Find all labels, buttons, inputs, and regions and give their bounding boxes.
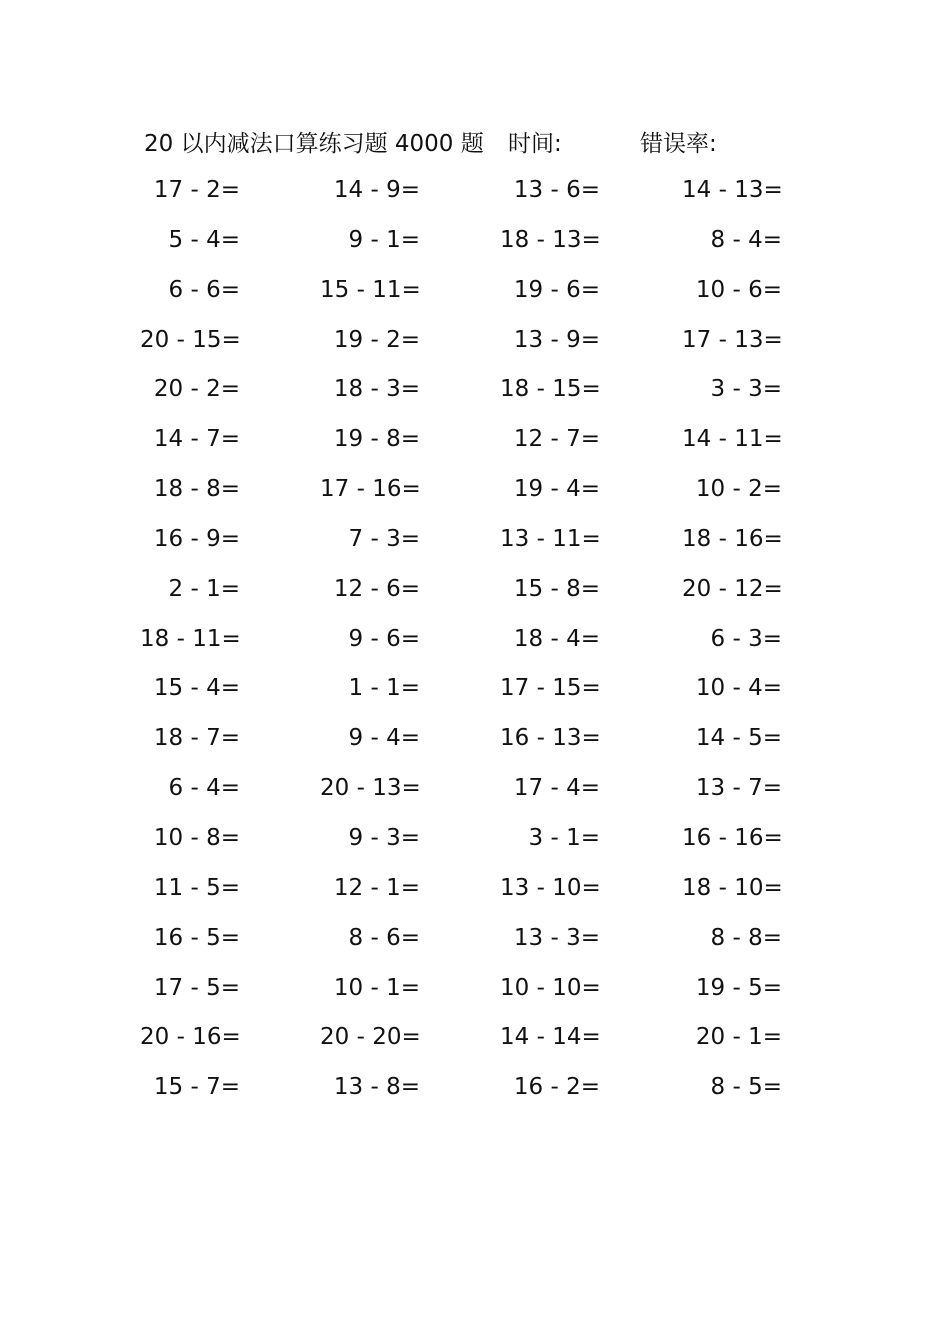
problem-item: 9 - 1= [348, 226, 420, 253]
problem-item: 16 - 13= [500, 725, 601, 752]
problem-item: 20 - 20= [320, 1024, 421, 1051]
problem-item: 8 - 4= [710, 226, 782, 253]
problem-item: 8 - 6= [348, 924, 420, 951]
problem-item: 11 - 5= [153, 874, 240, 901]
problem-item: 14 - 13= [682, 177, 783, 203]
problem-item: 15 - 4= [153, 675, 240, 702]
problem-item: 20 - 13= [320, 775, 421, 802]
problem-item: 10 - 6= [695, 276, 782, 303]
problem-item: 19 - 8= [333, 426, 420, 453]
problem-item: 18 - 10= [682, 874, 783, 901]
problem-item: 18 - 7= [153, 725, 240, 752]
problem-item: 14 - 5= [695, 725, 782, 752]
problem-row [0, 615, 950, 665]
problem-item: 17 - 15= [500, 675, 601, 702]
problem-item: 14 - 7= [153, 426, 240, 453]
problem-item: 6 - 6= [168, 276, 240, 303]
problem-item: 9 - 3= [348, 824, 420, 851]
problem-row [0, 964, 950, 1014]
problem-item: 13 - 10= [500, 874, 601, 901]
problem-item: 10 - 1= [333, 974, 420, 1001]
problem-item: 10 - 8= [153, 824, 240, 851]
problem-row [0, 266, 950, 316]
problem-item: 18 - 16= [682, 525, 783, 552]
problem-item: 16 - 5= [153, 924, 240, 951]
problem-row [0, 814, 950, 864]
problem-item: 7 - 3= [348, 525, 420, 552]
problem-item: 20 - 16= [140, 1024, 241, 1051]
problem-row [0, 1013, 950, 1063]
problem-row [0, 316, 950, 366]
problem-row [0, 664, 950, 714]
problem-item: 17 - 16= [320, 476, 421, 503]
problem-item: 6 - 3= [710, 625, 782, 652]
problem-item: 6 - 4= [168, 775, 240, 802]
problem-item: 16 - 2= [513, 1074, 600, 1101]
problem-item: 20 - 2= [153, 376, 240, 403]
problem-item: 13 - 8= [333, 1074, 420, 1101]
problem-item: 17 - 13= [682, 326, 783, 353]
problem-row [0, 465, 950, 515]
problem-item: 18 - 13= [500, 226, 601, 253]
problem-item: 17 - 2= [153, 177, 240, 203]
problem-row [0, 764, 950, 814]
problem-item: 19 - 6= [513, 276, 600, 303]
problem-item: 2 - 1= [168, 575, 240, 602]
problem-item: 18 - 15= [500, 376, 601, 403]
problem-grid [0, 166, 950, 1113]
problem-row [0, 415, 950, 465]
problem-item: 15 - 11= [320, 276, 421, 303]
problem-item: 12 - 1= [333, 874, 420, 901]
problem-item: 9 - 6= [348, 625, 420, 652]
problem-item: 16 - 16= [682, 824, 783, 851]
problem-item: 8 - 8= [710, 924, 782, 951]
problem-row [0, 166, 950, 216]
problem-item: 14 - 11= [682, 426, 783, 453]
problem-item: 16 - 9= [153, 525, 240, 552]
problem-item: 20 - 12= [682, 575, 783, 602]
problem-item: 19 - 4= [513, 476, 600, 503]
problem-row [0, 714, 950, 764]
error-rate-label: 错误率: [640, 131, 717, 157]
problem-item: 18 - 4= [513, 625, 600, 652]
problem-row [0, 515, 950, 565]
problem-item: 13 - 3= [513, 924, 600, 951]
problem-item: 18 - 3= [333, 376, 420, 403]
problem-item: 15 - 8= [513, 575, 600, 602]
problem-item: 18 - 11= [140, 625, 241, 652]
problem-item: 12 - 6= [333, 575, 420, 602]
problem-item: 10 - 2= [695, 476, 782, 503]
problem-item: 18 - 8= [153, 476, 240, 503]
problem-item: 13 - 6= [513, 177, 600, 203]
problem-row [0, 864, 950, 914]
problem-item: 15 - 7= [153, 1074, 240, 1101]
problem-item: 20 - 1= [695, 1024, 782, 1051]
problem-row [0, 1063, 950, 1113]
problem-item: 14 - 14= [500, 1024, 601, 1051]
problem-item: 5 - 4= [168, 226, 240, 253]
problem-item: 19 - 5= [695, 974, 782, 1001]
problem-row [0, 565, 950, 615]
problem-item: 9 - 4= [348, 725, 420, 752]
problem-item: 17 - 4= [513, 775, 600, 802]
problem-item: 14 - 9= [333, 177, 420, 203]
problem-item: 13 - 9= [513, 326, 600, 353]
problem-item: 20 - 15= [140, 326, 241, 353]
problem-row [0, 365, 950, 415]
problem-item: 3 - 3= [710, 376, 782, 403]
worksheet-header [0, 124, 950, 164]
time-label: 时间: [508, 131, 562, 157]
problem-item: 3 - 1= [528, 824, 600, 851]
problem-item: 1 - 1= [348, 675, 420, 702]
problem-row [0, 216, 950, 266]
problem-row [0, 914, 950, 964]
problem-item: 8 - 5= [710, 1074, 782, 1101]
problem-item: 17 - 5= [153, 974, 240, 1001]
problem-item: 10 - 4= [695, 675, 782, 702]
problem-item: 13 - 11= [500, 525, 601, 552]
problem-item: 10 - 10= [500, 974, 601, 1001]
worksheet-title: 20 以内减法口算练习题 4000 题 [144, 131, 484, 157]
problem-item: 13 - 7= [695, 775, 782, 802]
problem-item: 19 - 2= [333, 326, 420, 353]
problem-item: 12 - 7= [513, 426, 600, 453]
